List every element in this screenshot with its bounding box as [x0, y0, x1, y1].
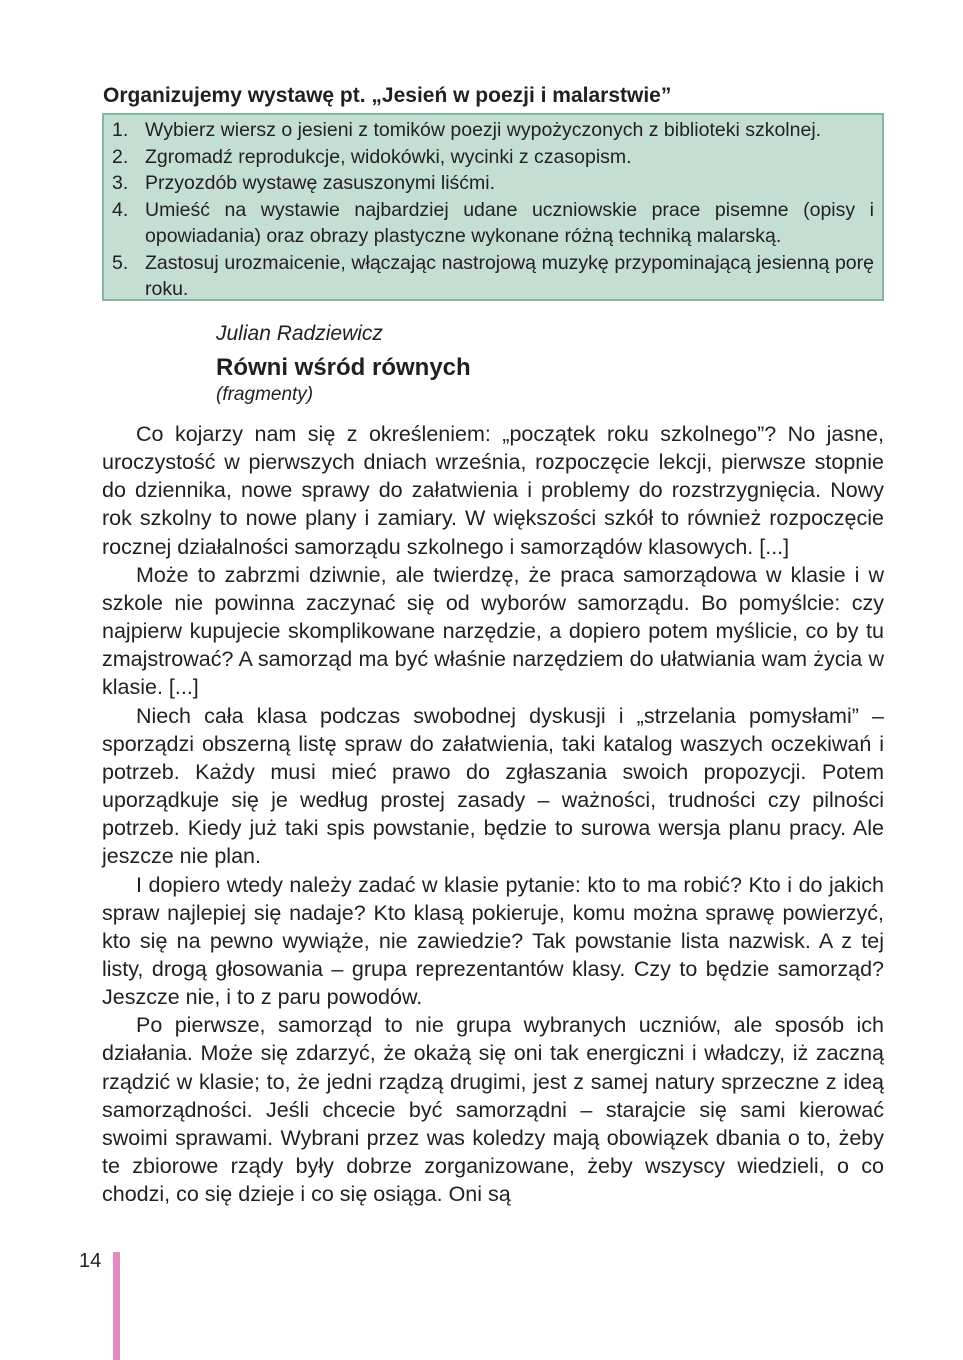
task-text: Przyozdób wystawę zasuszonymi liśćmi. [145, 172, 496, 194]
reading-title: Równi wśród równych [216, 354, 471, 381]
task-text: Zgromadź reprodukcje, widokówki, wycinki z czasopism. [145, 145, 632, 168]
task-text: Umieść na wystawie najbardziej udane uczniowskie prace pisemne (opisy i opowiadania) oraz obrazy plastyczne wykonane różną techniką malarską. [145, 198, 874, 247]
task-text: Wybierz wiersz o jesieni z tomików poezji wypożyczonych z biblioteki szkolnej. [145, 119, 822, 141]
task-number: 2. [112, 145, 129, 168]
paragraph: Co kojarzy nam się z określeniem: „początek roku szkolnego”? No jasne, uroczystość w pierwszych dniach września, rozpoczęcie lekcji, pierwsze stopnie do dziennika, nowe sprawy do załatwienia i problemy do rozstrzygnięcia. Nowy rok szkolny to nowe plany i zamiary. W większości szkół to również rozpoczęcie rocznej działalności samorządu szkolnego i samorządów klasowych. [...] [102, 422, 884, 559]
paragraph: Po pierwsze, samorząd to nie grupa wybranych uczniów, ale sposób ich działania. Może się zdarzyć, że okażą się oni tak energiczni i władczy, iż zaczną rządzić w klasie; to, że jedni rządzą drugimi, jest z samej natury sprzeczne z ideą samorządności. Jeśli chcecie być samorządni – starajcie się sami kierować swoimi sprawami. Wybrani przez was koledzy mają obowiązek dbania o to, żeby te zbiorowe rządy były dobrze zorganizowane, żeby wszyscy wiedzieli, o co chodzi, co się dzieje i co się osiąga. Oni są [102, 1013, 884, 1207]
task-item [112, 117, 874, 144]
task-item [112, 144, 874, 171]
task-item [112, 197, 874, 250]
page-number: 14 [79, 1250, 102, 1272]
reading-body [102, 420, 884, 1208]
task-number: 1. [112, 119, 129, 141]
reading-author: Julian Radziewicz [216, 322, 383, 345]
paragraph: Może to zabrzmi dziwnie, ale twierdzę, że praca samorządowa w klasie i w szkole nie powinna zaczynać się od wyborów samorządu. Bo pomyślcie: czy najpierw kupujecie skomplikowane narzędzie, a dopiero potem myślicie, co by tu zmajstrować? A samorząd ma być właśnie narzędziem do ułatwiania wam życia w klasie. [...] [102, 562, 884, 700]
section-heading: Organizujemy wystawę pt. „Jesień w poezji i malarstwie” [103, 84, 672, 107]
task-number: 5. [112, 251, 129, 274]
paragraph: Niech cała klasa podczas swobodnej dyskusji i „strzelania pomysłami” – sporządzi obszerną listę spraw do załatwienia, taki katalog waszych oczekiwań i potrzeb. Każdy musi mieć prawo do zgłaszania swoich propozycji. Potem uporządkuje się je według prostej zasady – ważności, trudności czy pilności potrzeb. Kiedy już taki spis powstanie, będzie to surowa wersja planu pracy. Ale jeszcze nie plan. [102, 703, 884, 869]
task-number: 3. [112, 172, 129, 194]
paragraph: I dopiero wtedy należy zadać w klasie pytanie: kto to ma robić? Kto i do jakich spraw najlepiej się nadaje? Kto klasą pokieruje, komu można sprawę powierzyć, kto się na pewno wywiąże, nie zawiedzie? Tak powstanie lista nazwisk. A z tej listy, drogą głosowania – grupa reprezentantów klasy. Czy to będzie samorząd? Jeszcze nie, i to z paru powodów. [102, 872, 884, 1010]
task-number: 4. [112, 198, 129, 221]
margin-rule [113, 1252, 120, 1360]
reading-note: (fragmenty) [216, 384, 314, 405]
task-item [112, 250, 874, 303]
task-list [112, 117, 874, 303]
task-item [112, 170, 874, 197]
task-box [102, 113, 884, 301]
task-text: Zastosuj urozmaicenie, włączając nastrojową muzykę przypominającą jesienną porę roku. [145, 251, 874, 300]
